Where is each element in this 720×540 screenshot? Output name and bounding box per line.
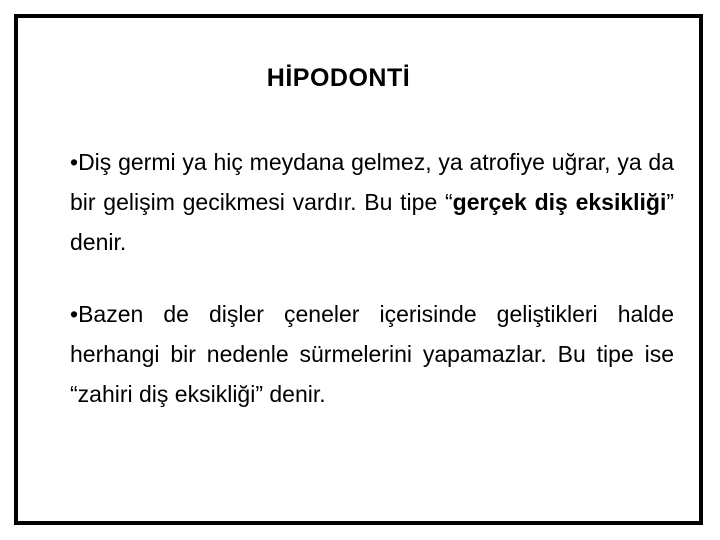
slide-title: HİPODONTİ <box>266 64 411 92</box>
bullet-marker: • <box>70 301 79 327</box>
bullet-marker: • <box>70 149 79 175</box>
bullet-emphasis: gerçek diş eksikliği <box>452 189 667 215</box>
bullet-list <box>70 142 674 446</box>
bullet-text: Bazen de dişler çeneler içerisinde geliştikleri halde herhangi bir nedenle sürmelerini yapamazlar. Bu tipe ise “zahiri diş eksikliği” denir. <box>70 301 674 407</box>
bullet-text-after: ” denir. <box>70 189 675 255</box>
bullet-item-1 <box>70 142 674 262</box>
bullet-item-2 <box>70 294 674 414</box>
slide-frame <box>14 14 703 525</box>
bullet-text-before: Diş germi ya hiç meydana gelmez, ya atrofiye uğrar, ya da bir gelişim gecikmesi vardır. Bu tipe “ <box>70 149 674 215</box>
